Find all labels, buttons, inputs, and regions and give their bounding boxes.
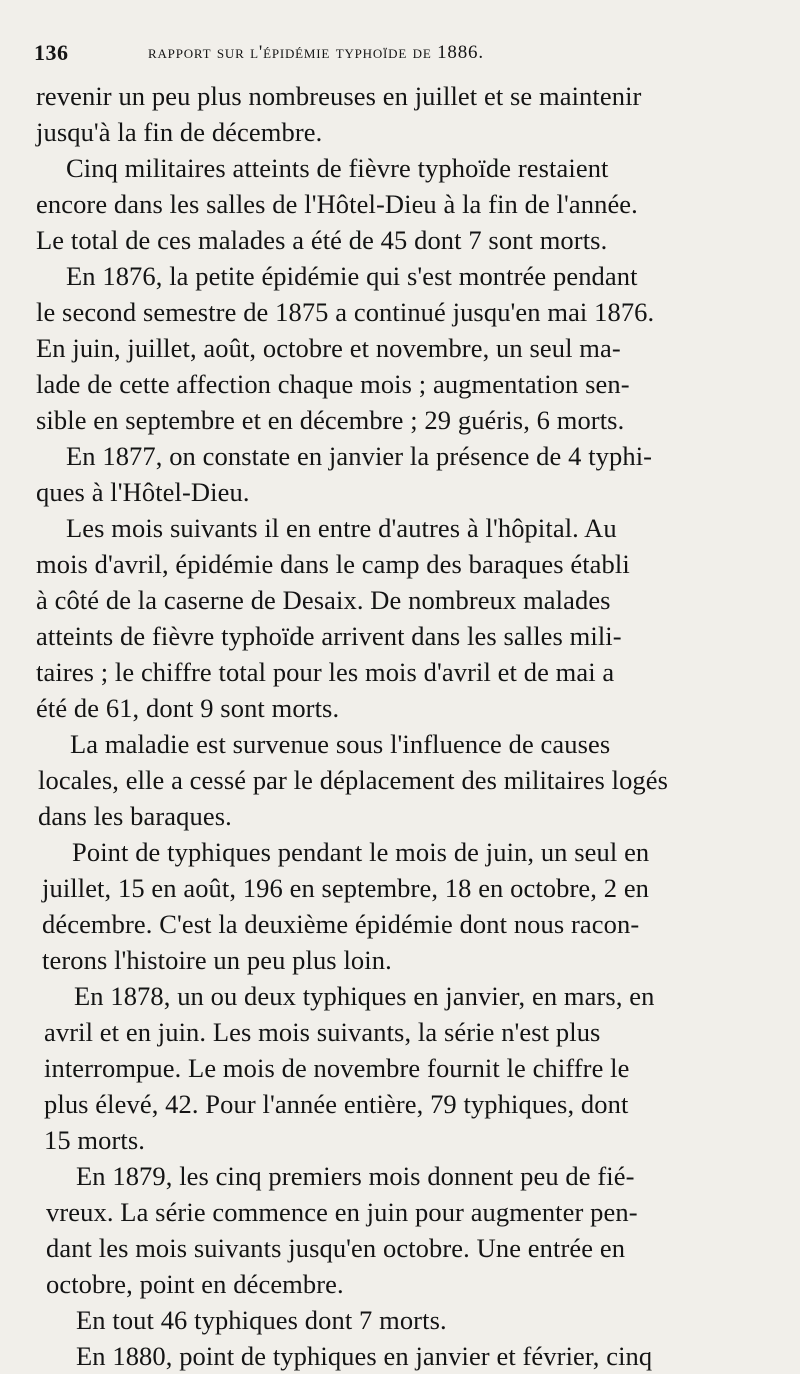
text-line: avril et en juin. Les mois suivants, la série n'est plus: [44, 1017, 601, 1047]
text-line: En 1876, la petite épidémie qui s'est montrée pendant: [66, 261, 638, 291]
text-line: Le total de ces malades a été de 45 dont 7 sont morts.: [36, 225, 608, 255]
text-line: ques à l'Hôtel-Dieu.: [36, 477, 250, 507]
text-line: En tout 46 typhiques dont 7 morts.: [76, 1305, 447, 1335]
text-line: le second semestre de 1875 a continué jusqu'en mai 1876.: [36, 297, 655, 327]
text-line: En 1879, les cinq premiers mois donnent peu de fié-: [76, 1161, 635, 1191]
page-number: 136: [34, 40, 69, 65]
text-line: été de 61, dont 9 sont morts.: [36, 693, 340, 723]
text-line: 15 morts.: [44, 1125, 146, 1155]
text-line: mois d'avril, épidémie dans le camp des baraques établi: [36, 549, 630, 579]
text-line: En juin, juillet, août, octobre et novembre, un seul ma-: [36, 333, 621, 363]
text-line: octobre, point en décembre.: [46, 1269, 344, 1299]
text-line: décembre. C'est la deuxième épidémie dont nous racon-: [42, 909, 640, 939]
running-title: rapport sur l'épidémie typhoïde de 1886.: [148, 42, 484, 63]
text-line: taires ; le chiffre total pour les mois d'avril et de mai a: [36, 657, 615, 687]
text-line: terons l'histoire un peu plus loin.: [42, 945, 392, 975]
text-line: La maladie est survenue sous l'influence de causes: [70, 729, 611, 759]
page-header: [34, 40, 754, 76]
text-line: En 1880, point de typhiques en janvier et février, cinq: [76, 1341, 653, 1371]
text-line: jusqu'à la fin de décembre.: [36, 117, 323, 147]
text-line: atteints de fièvre typhoïde arrivent dans les salles mili-: [36, 621, 622, 651]
text-line: Cinq militaires atteints de fièvre typhoïde restaient: [66, 153, 609, 183]
text-line: juillet, 15 en août, 196 en septembre, 18 en octobre, 2 en: [42, 873, 650, 903]
text-line: revenir un peu plus nombreuses en juillet et se maintenir: [36, 81, 642, 111]
text-line: encore dans les salles de l'Hôtel-Dieu à la fin de l'année.: [36, 189, 638, 219]
text-line: dant les mois suivants jusqu'en octobre. Une entrée en: [46, 1233, 626, 1263]
text-line: En 1877, on constate en janvier la présence de 4 typhi-: [66, 441, 653, 471]
text-line: dans les baraques.: [38, 801, 232, 831]
text-line: Point de typhiques pendant le mois de juin, un seul en: [72, 837, 650, 867]
text-line: En 1878, un ou deux typhiques en janvier, en mars, en: [74, 981, 655, 1011]
text-line: interrompue. Le mois de novembre fournit le chiffre le: [44, 1053, 630, 1083]
text-line: à côté de la caserne de Desaix. De nombreux malades: [36, 585, 611, 615]
text-line: Les mois suivants il en entre d'autres à l'hôpital. Au: [66, 513, 617, 543]
text-line: locales, elle a cessé par le déplacement des militaires logés: [38, 765, 669, 795]
text-line: vreux. La série commence en juin pour augmenter pen-: [46, 1197, 638, 1227]
text-line: lade de cette affection chaque mois ; augmentation sen-: [36, 369, 630, 399]
text-line: plus élevé, 42. Pour l'année entière, 79 typhiques, dont: [44, 1089, 629, 1119]
text-line: sible en septembre et en décembre ; 29 guéris, 6 morts.: [36, 405, 625, 435]
